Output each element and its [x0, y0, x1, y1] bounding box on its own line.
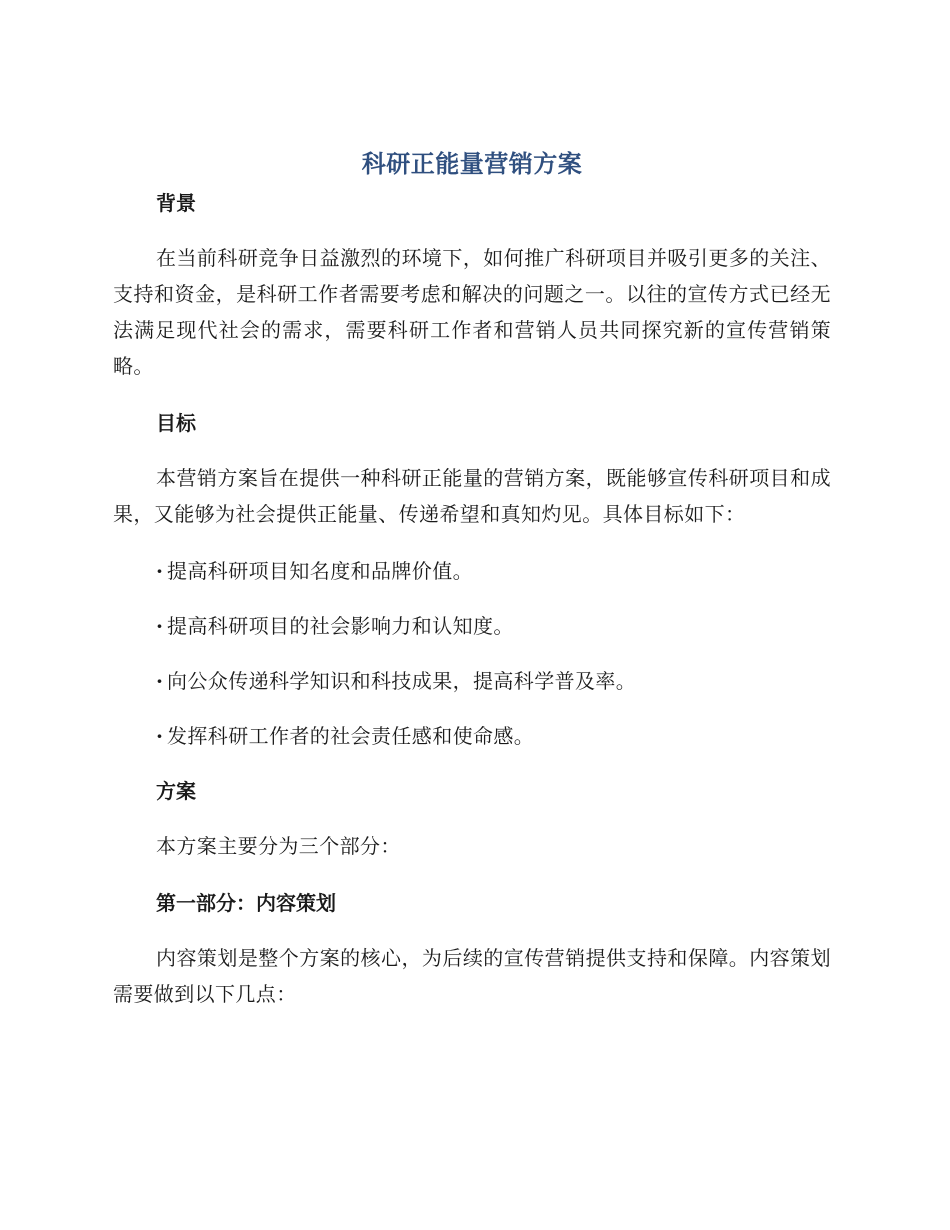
bullet-marker: · [156, 614, 164, 638]
goal-list [113, 556, 831, 751]
list-item-text: 提高科研项目知名度和品牌价值。 [167, 559, 473, 583]
section-heading: 方案 [156, 779, 196, 803]
paragraph: 本营销方案旨在提供一种科研正能量的营销方案，既能够宣传科研项目和成果，又能够为社会提供正能量、传递希望和真知灼见。具体目标如下： [113, 466, 831, 526]
list-item [113, 666, 831, 696]
section-heading: 背景 [156, 191, 196, 215]
paragraph: 内容策划是整个方案的核心，为后续的宣传营销提供支持和保障。内容策划需要做到以下几点： [113, 946, 831, 1006]
bullet-marker: · [156, 724, 164, 748]
section-background [113, 188, 831, 384]
list-item-text: 发挥科研工作者的社会责任感和使命感。 [167, 724, 535, 748]
section-plan [113, 776, 831, 864]
bullet-marker: · [156, 559, 164, 583]
section-goals [113, 408, 831, 751]
list-item [113, 721, 831, 751]
list-item [113, 611, 831, 641]
document-title: 科研正能量营销方案 [361, 150, 583, 178]
list-item-text: 提高科研项目的社会影响力和认知度。 [167, 614, 514, 638]
document-page [113, 146, 831, 1036]
section-part-one [113, 888, 831, 1012]
bullet-marker: · [156, 669, 164, 693]
list-item [113, 556, 831, 586]
paragraph: 在当前科研竞争日益激烈的环境下，如何推广科研项目并吸引更多的关注、支持和资金，是科研工作者需要考虑和解决的问题之一。以往的宣传方式已经无法满足现代社会的需求，需要科研工作者和营销人员共同探究新的宣传营销策略。 [113, 246, 831, 378]
list-item-text: 向公众传递科学知识和科技成果，提高科学普及率。 [167, 669, 637, 693]
section-heading: 第一部分：内容策划 [156, 891, 336, 915]
paragraph: 本方案主要分为三个部分： [156, 834, 401, 858]
section-heading: 目标 [156, 411, 196, 435]
